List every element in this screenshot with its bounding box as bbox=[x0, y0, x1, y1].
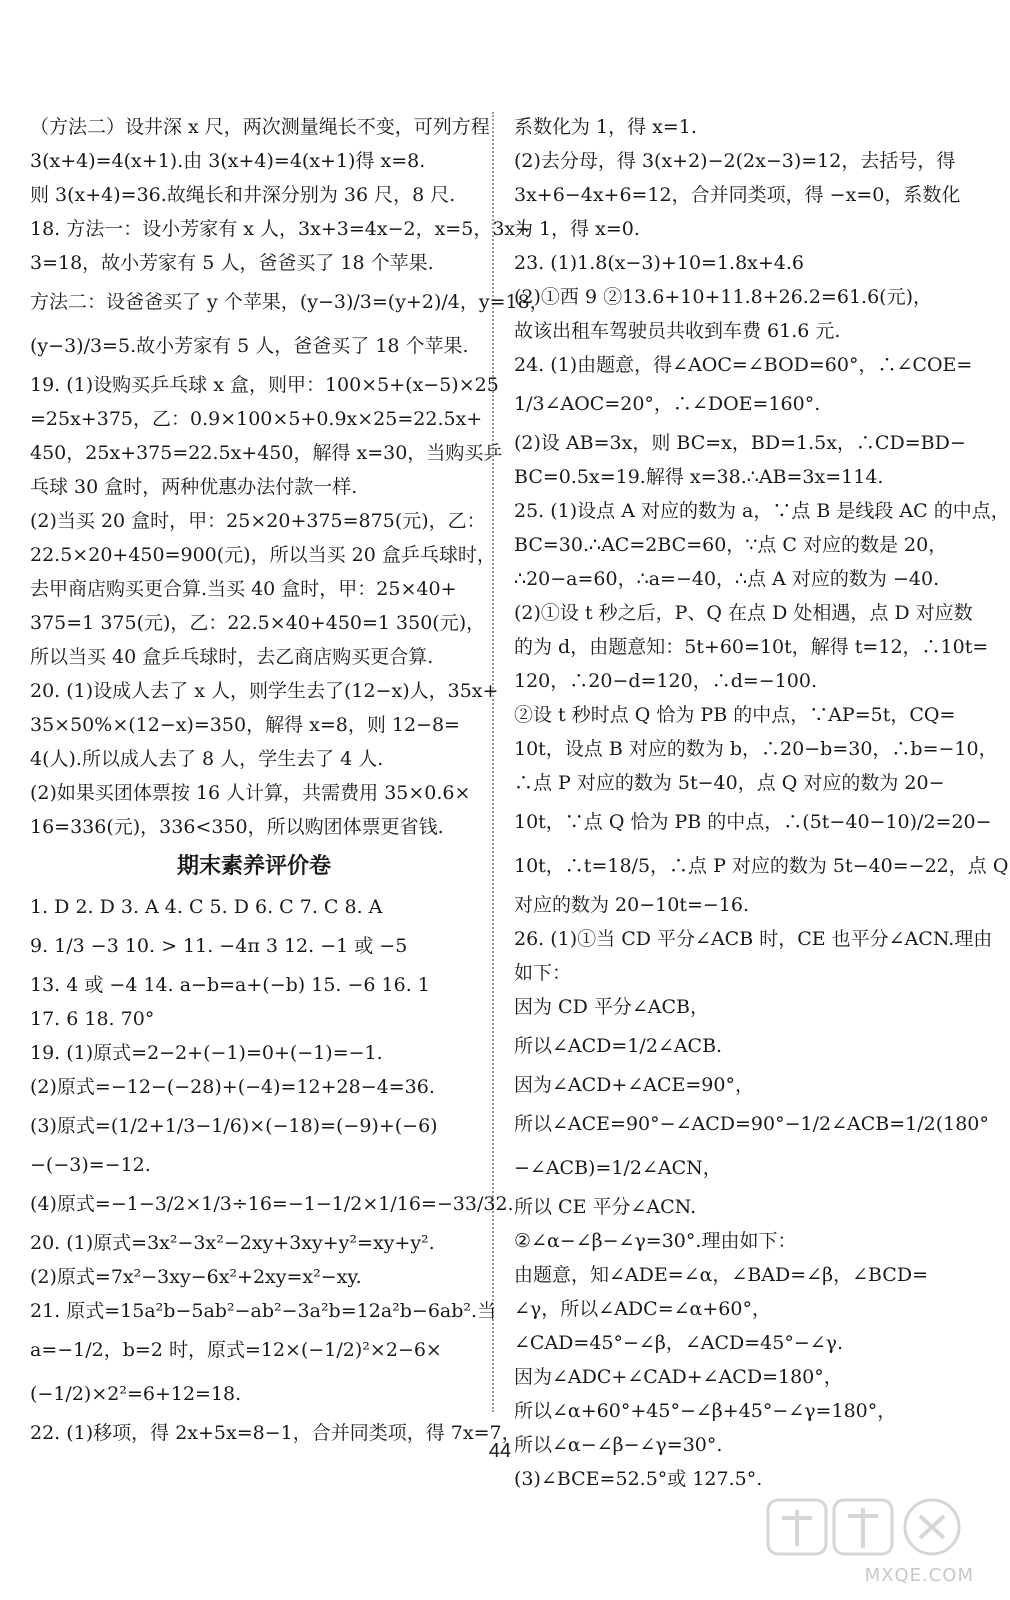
text-line: 375=1 375(元)，乙：22.5×40+450=1 350(元)， bbox=[30, 612, 486, 634]
text-line: (2)原式=−12−(−28)+(−4)=12+28−4=36. bbox=[30, 1076, 435, 1098]
text-line: 18. 方法一：设小芳家有 x 人，3x+3=4x−2，x=5，3x+ bbox=[30, 218, 532, 240]
text-line: 1. D 2. D 3. A 4. C 5. D 6. C 7. C 8. A bbox=[30, 896, 383, 918]
text-line: 450，25x+375=22.5x+450，解得 x=30，当购买乒 bbox=[30, 442, 503, 464]
text-line: 25. (1)设点 A 对应的数为 a，∵点 B 是线段 AC 的中点， bbox=[514, 500, 1010, 522]
text-line: ②设 t 秒时点 Q 恰为 PB 的中点，∵AP=5t，CQ= bbox=[514, 704, 956, 726]
text-line: 所以∠ACE=90°−∠ACD=90°−1/2∠ACB=1/2(180° bbox=[514, 1113, 989, 1135]
text-line: 为 1，得 x=0. bbox=[514, 218, 640, 240]
text-line: 方法二：设爸爸买了 y 个苹果，(y−3)/3=(y+2)/4，y=18， bbox=[30, 291, 549, 313]
text-line: BC=30.∴AC=2BC=60，∵点 C 对应的数是 20， bbox=[514, 534, 948, 556]
text-line: 所以当买 40 盒乒乓球时，去乙商店购买更合算. bbox=[30, 646, 434, 668]
text-line: (2)当买 20 盒时，甲：25×20+375=875(元)，乙： bbox=[30, 510, 486, 532]
text-line: (2)设 AB=3x，则 BC=x，BD=1.5x，∴CD=BD− bbox=[514, 432, 966, 454]
text-line: 乓球 30 盒时，两种优惠办法付款一样. bbox=[30, 476, 358, 498]
text-line: 3(x+4)=4(x+1).由 3(x+4)=4(x+1)得 x=8. bbox=[30, 150, 426, 172]
text-line: ∠CAD=45°−∠β，∠ACD=45°−∠γ. bbox=[514, 1332, 844, 1354]
text-line: 所以∠α−∠β−∠γ=30°. bbox=[514, 1434, 723, 1456]
text-line: 则 3(x+4)=36.故绳长和井深分别为 36 尺，8 尺. bbox=[30, 184, 456, 206]
text-line: 因为 CD 平分∠ACB， bbox=[514, 996, 709, 1018]
text-line: 如下： bbox=[514, 962, 572, 984]
text-line: 3x+6−4x+6=12，合并同类项，得 −x=0，系数化 bbox=[514, 184, 961, 206]
text-line: ∴20−a=60，∴a=−40，∴点 A 对应的数为 −40. bbox=[514, 568, 940, 590]
text-line: −∠ACB)=1/2∠ACN， bbox=[514, 1157, 722, 1179]
text-line: 10t，设点 B 对应的数为 b，∴20−b=30，∴b=−10， bbox=[514, 738, 998, 760]
watermark-text: MXQE.COM bbox=[864, 1565, 974, 1586]
text-line: =25x+375，乙：0.9×100×5+0.9x×25=22.5x+ bbox=[30, 408, 483, 430]
text-line: 由题意，知∠ADE=∠α，∠BAD=∠β，∠BCD= bbox=[514, 1264, 929, 1286]
text-line: −(−3)=−12. bbox=[30, 1154, 151, 1176]
text-line: 1/3∠AOC=20°，∴∠DOE=160°. bbox=[514, 393, 821, 415]
text-line: (y−3)/3=5.故小芳家有 5 人，爸爸买了 18 个苹果. bbox=[30, 335, 469, 357]
text-line: (3)∠BCE=52.5°或 127.5°. bbox=[514, 1468, 763, 1490]
text-line: 22.5×20+450=900(元)，所以当买 20 盒乒乓球时， bbox=[30, 544, 496, 566]
text-line: 20. (1)原式=3x²−3x²−2xy+3xy+y²=xy+y². bbox=[30, 1232, 435, 1254]
text-line: 故该出租车驾驶员共收到车费 61.6 元. bbox=[514, 320, 841, 342]
text-line: 23. (1)1.8(x−3)+10=1.8x+4.6 bbox=[514, 252, 805, 274]
text-line: 24. (1)由题意，得∠AOC=∠BOD=60°，∴∠COE= bbox=[514, 354, 973, 376]
text-line: 35×50%×(12−x)=350，解得 x=8，则 12−8= bbox=[30, 714, 460, 736]
text-line: 19. (1)设购买乒乓球 x 盒，则甲：100×5+(x−5)×25 bbox=[30, 374, 499, 396]
text-line: 20. (1)设成人去了 x 人，则学生去了(12−x)人，35x+ bbox=[30, 680, 499, 702]
text-line: ∴点 P 对应的数为 5t−40，点 Q 对应的数为 20− bbox=[514, 772, 945, 794]
text-line: 所以 CE 平分∠ACN. bbox=[514, 1196, 697, 1218]
text-line: 120，∴20−d=120，∴d=−100. bbox=[514, 670, 818, 692]
text-line: 17. 6 18. 70° bbox=[30, 1008, 155, 1030]
text-line: 9. 1/3 −3 10. > 11. −4π 3 12. −1 或 −5 bbox=[30, 935, 408, 957]
text-line: ②∠α−∠β−∠γ=30°.理由如下： bbox=[514, 1230, 797, 1252]
text-line: ∠γ，所以∠ADC=∠α+60°， bbox=[514, 1298, 771, 1320]
text-line: (2)原式=7x²−3xy−6x²+2xy=x²−xy. bbox=[30, 1266, 362, 1288]
text-line: (2)去分母，得 3(x+2)−2(2x−3)=12，去括号，得 bbox=[514, 150, 956, 172]
text-line: 10t，∴t=18/5，∴点 P 对应的数为 5t−40=−22，点 Q bbox=[514, 855, 1009, 877]
text-line: 19. (1)原式=2−2+(−1)=0+(−1)=−1. bbox=[30, 1042, 383, 1064]
text-line: 所以∠α+60°+45°−∠β+45°−∠γ=180°， bbox=[514, 1400, 897, 1422]
text-line: 系数化为 1，得 x=1. bbox=[514, 116, 697, 138]
text-line: 10t，∵点 Q 恰为 PB 的中点，∴(5t−40−10)/2=20− bbox=[514, 811, 992, 833]
text-line: （方法二）设井深 x 尺，两次测量绳长不变，可列方程 bbox=[30, 116, 490, 138]
watermark-logo bbox=[762, 1494, 982, 1590]
text-line: (−1/2)×2²=6+12=18. bbox=[30, 1383, 242, 1405]
right-column bbox=[514, 110, 1010, 1496]
text-line: BC=0.5x=19.解得 x=38.∴AB=3x=114. bbox=[514, 466, 884, 488]
page-number: 44 bbox=[488, 1440, 512, 1462]
text-line: (2)①西 9 ②13.6+10+11.8+26.2=61.6(元)， bbox=[514, 286, 932, 308]
text-line: 去甲商店购买更合算.当买 40 盒时，甲：25×40+ bbox=[30, 578, 457, 600]
section-title: 期末素养评价卷 bbox=[176, 854, 331, 879]
text-line: (4)原式=−1−3/2×1/3÷16=−1−1/2×1/16=−33/32. bbox=[30, 1193, 514, 1215]
text-line: 对应的数为 20−10t=−16. bbox=[514, 894, 750, 916]
text-line: 因为∠ADC+∠CAD+∠ACD=180°， bbox=[514, 1366, 843, 1388]
text-line: 21. 原式=15a²b−5ab²−ab²−3a²b=12a²b−6ab².当 bbox=[30, 1300, 497, 1322]
text-line: a=−1/2，b=2 时，原式=12×(−1/2)²×2−6× bbox=[30, 1339, 442, 1361]
text-line: 的为 d，由题意知：5t+60=10t，解得 t=12，∴10t= bbox=[514, 636, 989, 658]
text-line: (2)①设 t 秒之后，P、Q 在点 D 处相遇，点 D 对应数 bbox=[514, 602, 973, 624]
text-line: 因为∠ACD+∠ACE=90°， bbox=[514, 1074, 754, 1096]
text-line: 26. (1)①当 CD 平分∠ACB 时，CE 也平分∠ACN.理由 bbox=[514, 928, 993, 950]
text-line: 22. (1)移项，得 2x+5x=8−1，合并同类项，得 7x=7， bbox=[30, 1422, 521, 1444]
text-line: 13. 4 或 −4 14. a−b=a+(−b) 15. −6 16. 1 bbox=[30, 974, 430, 996]
text-line: 16=336(元)，336<350，所以购团体票更省钱. bbox=[30, 816, 444, 838]
text-line: 3=18，故小芳家有 5 人，爸爸买了 18 个苹果. bbox=[30, 252, 434, 274]
text-line: 所以∠ACD=1/2∠ACB. bbox=[514, 1035, 723, 1057]
text-line: (3)原式=(1/2+1/3−1/6)×(−18)=(−9)+(−6) bbox=[30, 1115, 438, 1137]
text-line: 4(人).所以成人去了 8 人，学生去了 4 人. bbox=[30, 748, 384, 770]
text-line: (2)如果买团体票按 16 人计算，共需费用 35×0.6× bbox=[30, 782, 471, 804]
